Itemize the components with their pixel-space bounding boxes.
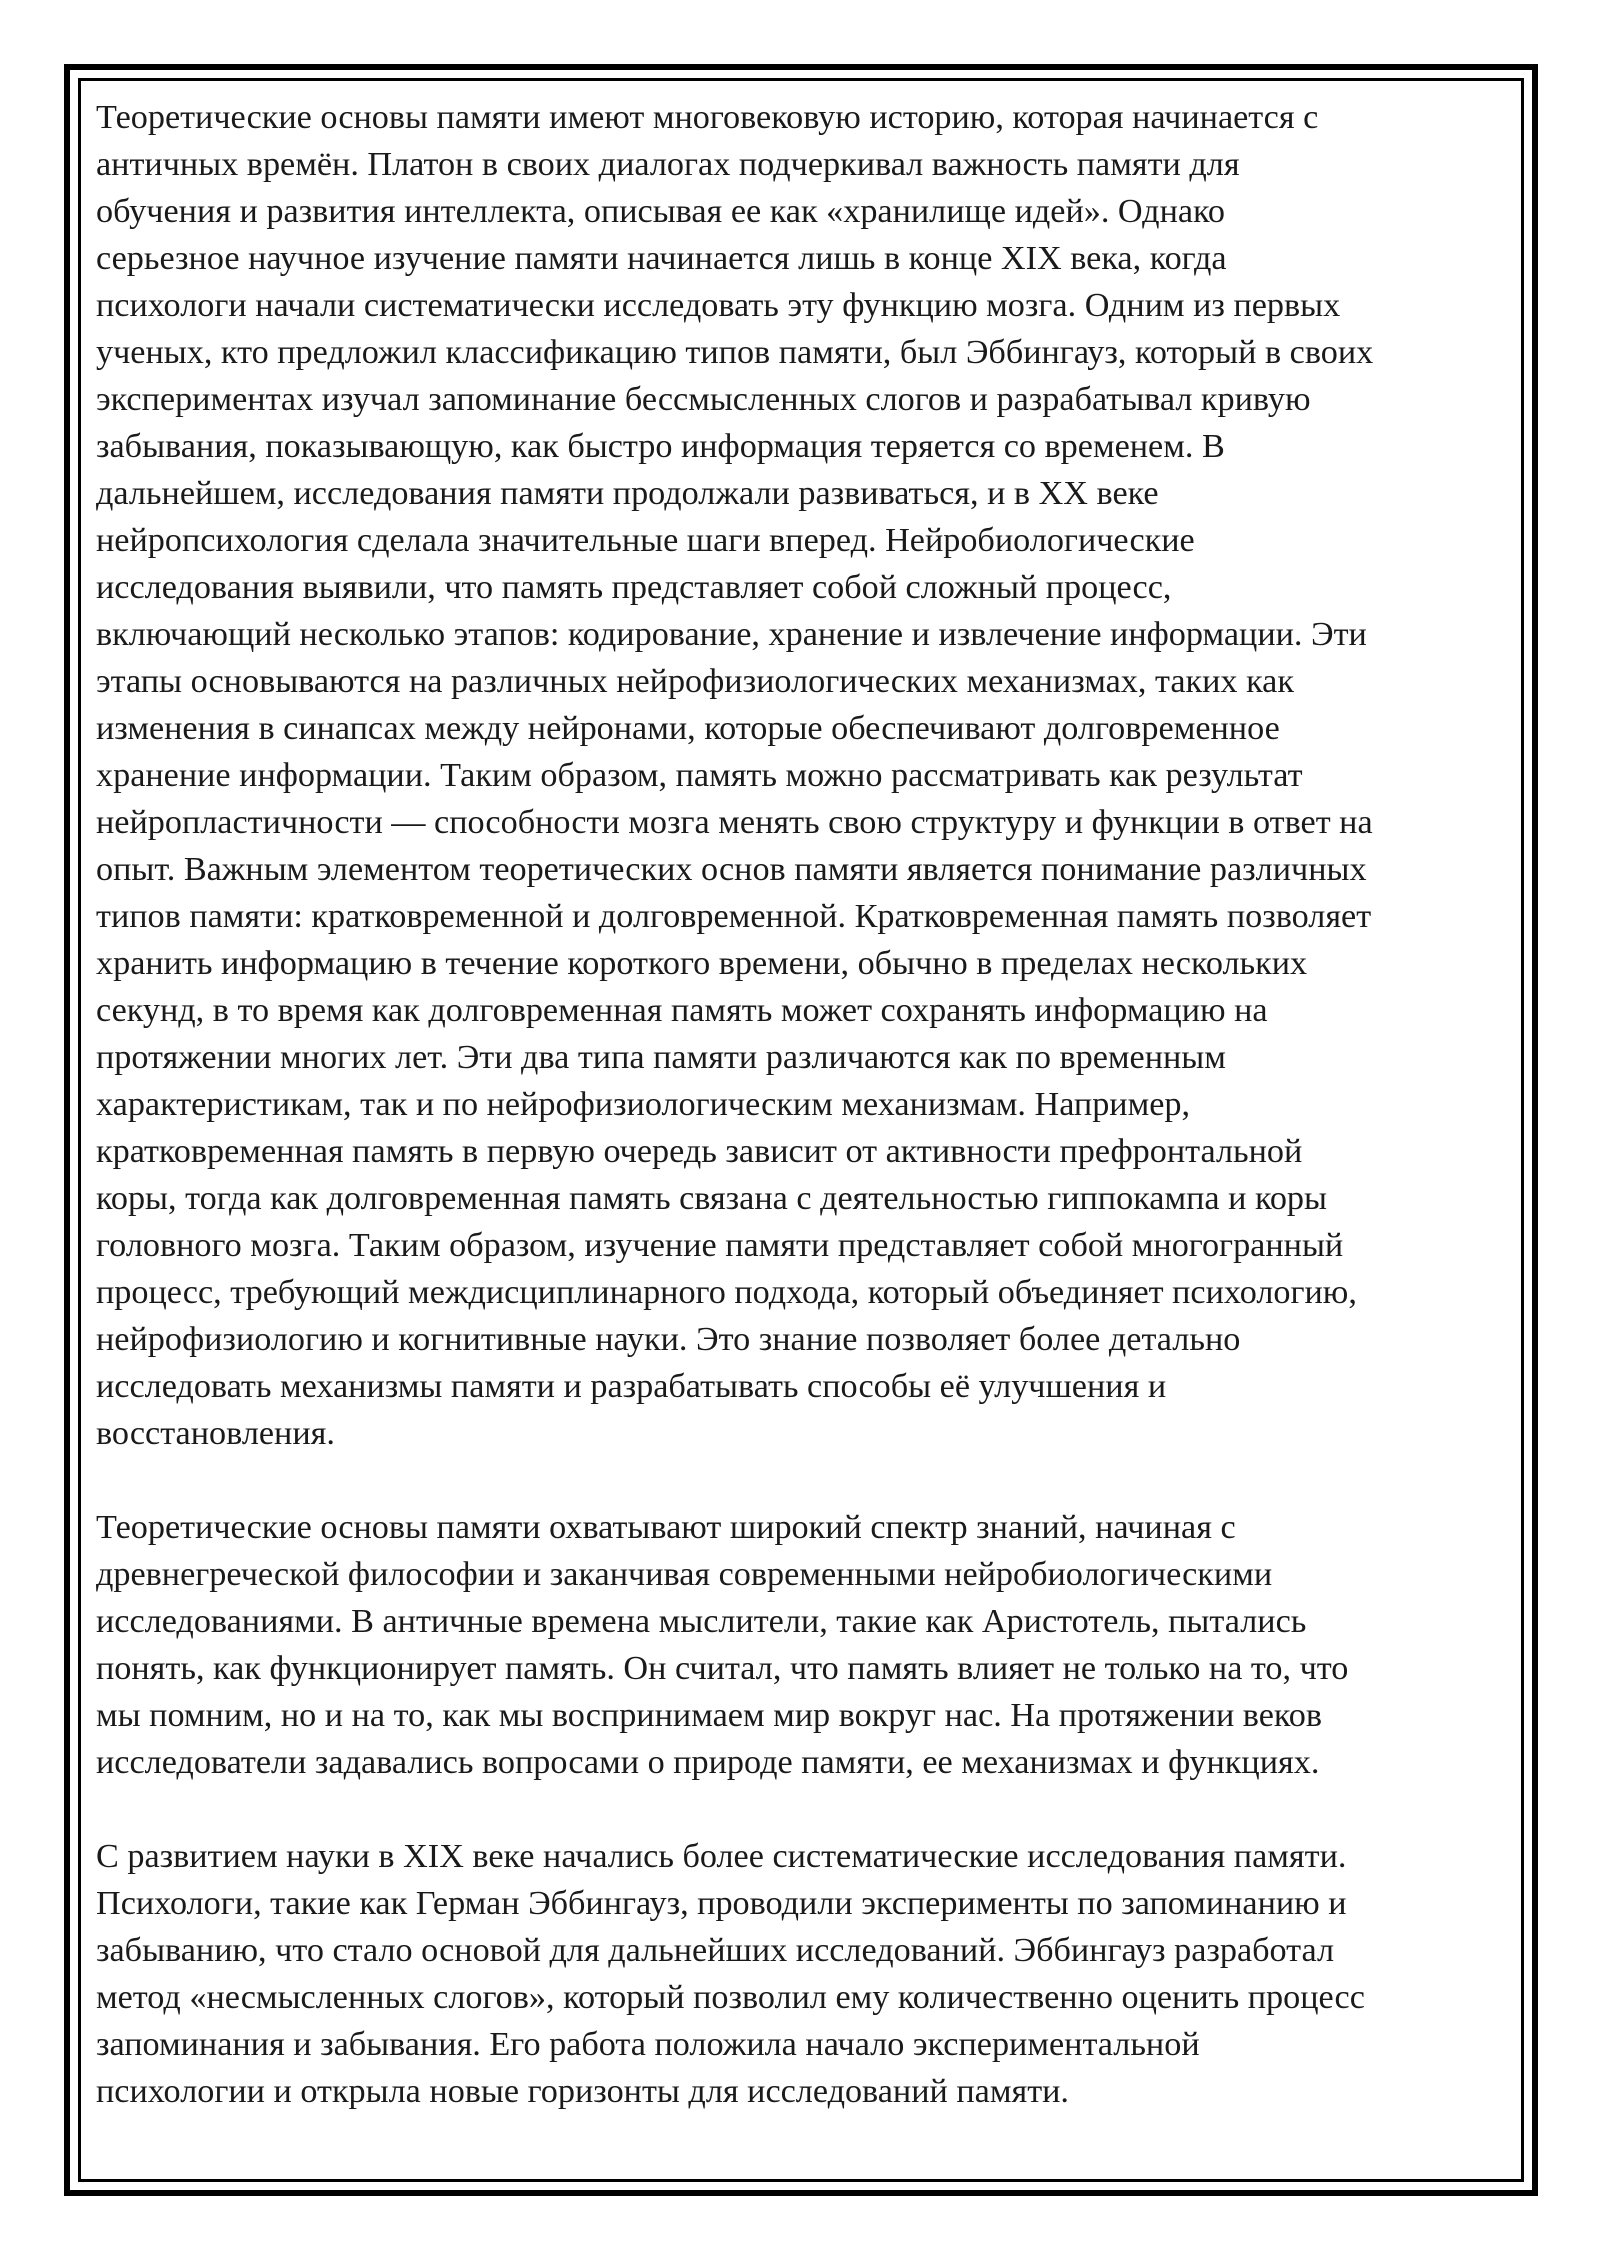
text-line: изменения в синапсах между нейронами, которые обеспечивают долговременное xyxy=(96,710,1280,747)
text-line: мы помним, но и на то, как мы воспринимаем мир вокруг нас. На протяжении веков xyxy=(96,1697,1323,1734)
text-line: исследовать механизмы памяти и разрабатывать способы её улучшения и xyxy=(96,1368,1167,1405)
text-line: протяжении многих лет. Эти два типа памяти различаются как по временным xyxy=(96,1039,1226,1076)
text-line: процесс, требующий междисциплинарного подхода, который объединяет психологию, xyxy=(96,1274,1357,1311)
text-line: забыванию, что стало основой для дальнейших исследований. Эббингауз разработал xyxy=(96,1932,1335,1969)
text-line: коры, тогда как долговременная память связана с деятельностью гиппокампа и коры xyxy=(96,1180,1327,1217)
text-line: головного мозга. Таким образом, изучение памяти представляет собой многогранный xyxy=(96,1227,1344,1264)
text-line: хранение информации. Таким образом, память можно рассматривать как результат xyxy=(96,757,1303,794)
text-line: исследования выявили, что память представляет собой сложный процесс, xyxy=(96,569,1172,606)
text-line: этапы основываются на различных нейрофизиологических механизмах, таких как xyxy=(96,663,1294,700)
text-line: метод «несмысленных слогов», который позволил ему количественно оценить процесс xyxy=(96,1979,1365,2016)
paragraph-1 xyxy=(96,94,1516,1457)
text-line: Теоретические основы памяти охватывают широкий спектр знаний, начиная с xyxy=(96,1509,1236,1546)
text-line: серьезное научное изучение памяти начинается лишь в конце XIX века, когда xyxy=(96,240,1227,277)
text-line: древнегреческой философии и заканчивая современными нейробиологическими xyxy=(96,1556,1273,1593)
text-line: понять, как функционирует память. Он считал, что память влияет не только на то, что xyxy=(96,1650,1349,1687)
document-body xyxy=(96,94,1516,2115)
text-line: опыт. Важным элементом теоретических основ памяти является понимание различных xyxy=(96,851,1367,888)
text-line: дальнейшем, исследования памяти продолжали развиваться, и в XX веке xyxy=(96,475,1159,512)
text-line: экспериментах изучал запоминание бессмысленных слогов и разрабатывал кривую xyxy=(96,381,1311,418)
text-line: запоминания и забывания. Его работа положила начало экспериментальной xyxy=(96,2026,1200,2063)
text-line: Теоретические основы памяти имеют многовековую историю, которая начинается с xyxy=(96,99,1319,136)
text-line: восстановления. xyxy=(96,1415,335,1452)
text-line: типов памяти: кратковременной и долговременной. Кратковременная память позволяет xyxy=(96,898,1372,935)
text-line: нейрофизиологию и когнитивные науки. Это знание позволяет более детально xyxy=(96,1321,1241,1358)
text-line: нейропсихология сделала значительные шаги вперед. Нейробиологические xyxy=(96,522,1195,559)
text-line: психологи начали систематически исследовать эту функцию мозга. Одним из первых xyxy=(96,287,1341,324)
paragraph-2 xyxy=(96,1504,1516,1786)
text-line: характеристикам, так и по нейрофизиологическим механизмам. Например, xyxy=(96,1086,1191,1123)
text-line: психологии и открыла новые горизонты для исследований памяти. xyxy=(96,2073,1069,2110)
text-line: исследованиями. В античные времена мыслители, такие как Аристотель, пытались xyxy=(96,1603,1307,1640)
text-line: обучения и развития интеллекта, описывая ее как «хранилище идей». Однако xyxy=(96,193,1226,230)
text-line: забывания, показывающую, как быстро информация теряется со временем. В xyxy=(96,428,1225,465)
text-line: секунд, в то время как долговременная память может сохранять информацию на xyxy=(96,992,1268,1029)
text-line: нейропластичности — способности мозга менять свою структуру и функции в ответ на xyxy=(96,804,1373,841)
text-line: исследователи задавались вопросами о природе памяти, ее механизмах и функциях. xyxy=(96,1744,1320,1781)
text-line: кратковременная память в первую очередь зависит от активности префронтальной xyxy=(96,1133,1303,1170)
text-line: С развитием науки в XIX веке начались более систематические исследования памяти. xyxy=(96,1838,1347,1875)
text-line: включающий несколько этапов: кодирование, хранение и извлечение информации. Эти xyxy=(96,616,1367,653)
paragraph-3 xyxy=(96,1833,1516,2115)
text-line: Психологи, такие как Герман Эббингауз, проводили эксперименты по запоминанию и xyxy=(96,1885,1347,1922)
text-line: хранить информацию в течение короткого времени, обычно в пределах нескольких xyxy=(96,945,1308,982)
text-line: ученых, кто предложил классификацию типов памяти, был Эббингауз, который в своих xyxy=(96,334,1374,371)
text-line: античных времён. Платон в своих диалогах подчеркивал важность памяти для xyxy=(96,146,1240,183)
